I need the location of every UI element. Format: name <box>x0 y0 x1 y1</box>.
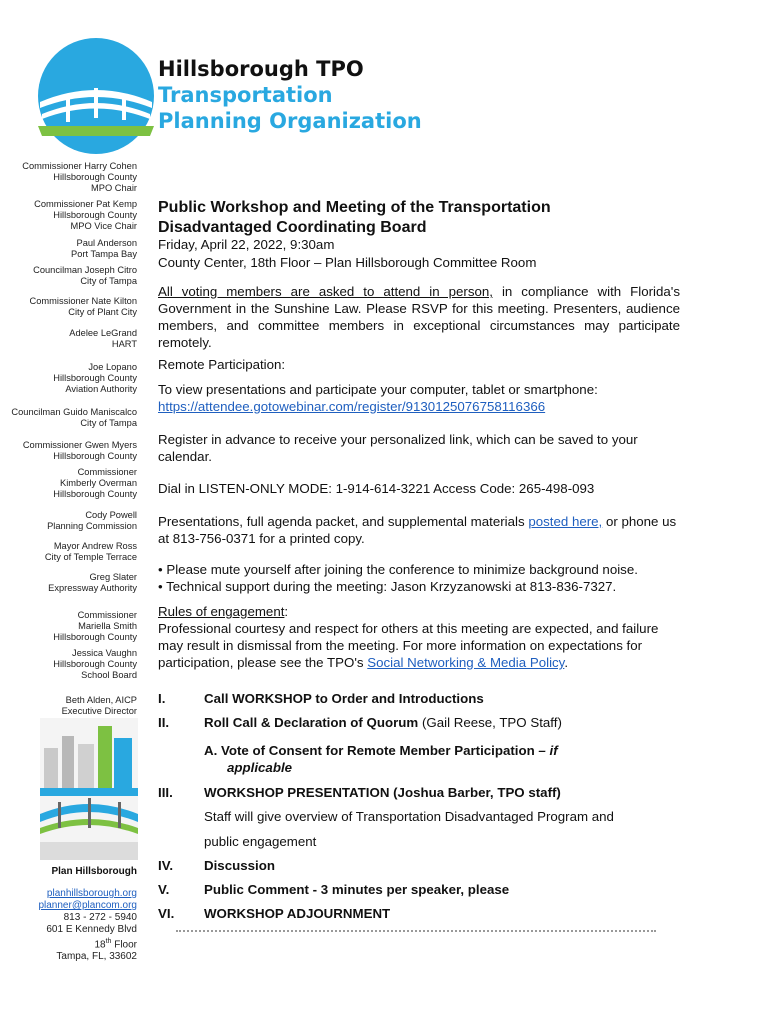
member-name: Joe Lopano <box>88 362 137 372</box>
member-detail: Port Tampa Bay <box>71 249 137 259</box>
member-entry <box>48 572 137 594</box>
member-name: Councilman Joseph Citro <box>33 265 137 275</box>
member-entry <box>22 161 137 194</box>
city-skyline-icon <box>40 718 138 860</box>
member-name: Commissioner Pat Kemp <box>34 199 137 209</box>
member-entry <box>71 238 137 260</box>
social-media-policy-link[interactable]: Social Networking & Media Policy <box>367 655 565 670</box>
member-entry <box>30 296 137 318</box>
contact-block <box>38 866 137 963</box>
webinar-link[interactable]: https://attendee.gotowebinar.com/register/9130125076758116366 <box>158 399 546 414</box>
email-link[interactable]: planner@plancom.org <box>38 900 137 911</box>
support-bullet: • Technical support during the meeting: Jason Krzyzanowski at 813-836-7327. <box>158 579 617 594</box>
address-line: 601 E Kennedy Blvd <box>46 924 137 935</box>
meeting-title: Public Workshop and Meeting of the Transportation Disadvantaged Coordinating Board <box>158 199 551 236</box>
dial-in-text: Dial in LISTEN-ONLY MODE: 1-914-614-3221 Access Code: 265-498-093 <box>158 481 595 496</box>
agenda-number: VI. <box>158 906 175 921</box>
member-detail: Hillsborough County <box>53 210 137 220</box>
mute-bullet: • Please mute yourself after joining the conference to minimize background noise. <box>158 562 638 577</box>
member-detail: Planning Commission <box>47 521 137 531</box>
member-name: Commissioner Nate Kilton <box>29 296 137 306</box>
agenda-number: II. <box>158 715 170 730</box>
member-entry <box>53 648 137 681</box>
member-name: Commissioner <box>77 467 137 477</box>
agenda-item-workshop-presentation: WORKSHOP PRESENTATION (Joshua Barber, TPO staff) <box>204 785 561 800</box>
member-entry <box>34 199 137 232</box>
posted-here-link[interactable]: posted here, <box>528 514 603 529</box>
member-entry <box>11 407 137 429</box>
member-detail: Hillsborough County <box>53 632 137 642</box>
member-detail: HART <box>111 339 137 349</box>
member-entry <box>33 265 137 287</box>
member-entry <box>69 328 137 350</box>
rules-section: Rules of engagement: Professional courtesy and respect for others at this meeting are expected, and failure may result in dismissal from the meeting. For more information on expectations for participation, please see the TPO's Social Networking & Media Policy. <box>158 604 659 670</box>
member-entry <box>53 362 137 395</box>
member-detail: Kimberly Overman <box>60 478 137 488</box>
member-entry <box>45 541 137 563</box>
brand-name: Hillsborough TPO <box>158 57 364 81</box>
website-link[interactable]: planhillsborough.org <box>46 888 137 899</box>
agenda-number: I. <box>158 691 166 706</box>
member-detail: Hillsborough County <box>53 489 137 499</box>
member-detail: Expressway Authority <box>48 583 137 593</box>
member-detail: City of Temple Terrace <box>44 552 137 562</box>
member-detail: Hillsborough County <box>53 172 137 182</box>
member-name: Mayor Andrew Ross <box>53 541 137 551</box>
member-name: Greg Slater <box>89 572 137 582</box>
member-detail: Executive Director <box>61 706 137 716</box>
member-name: Beth Alden, AICP <box>65 695 137 705</box>
member-entry <box>23 440 137 462</box>
agenda-number: IV. <box>158 858 174 873</box>
agenda-item-public-comment: Public Comment - 3 minutes per speaker, please <box>204 882 510 897</box>
member-detail: City of Plant City <box>68 307 137 317</box>
remote-heading: Remote Participation: <box>158 357 286 372</box>
member-detail: City of Tampa <box>80 418 137 428</box>
member-detail: Mariella Smith <box>78 621 137 631</box>
member-detail: MPO Chair <box>91 183 137 193</box>
member-name: Paul Anderson <box>76 238 137 248</box>
view-instructions: To view presentations and participate your computer, tablet or smartphone: https://attendee.gotowebinar.com/register/9130125076758116366 <box>158 382 598 414</box>
member-entry <box>47 510 137 532</box>
member-name: Commissioner <box>77 610 137 620</box>
agenda-number: III. <box>158 785 173 800</box>
meeting-date: Friday, April 22, 2022, 9:30am <box>158 237 335 252</box>
member-detail: City of Tampa <box>80 276 137 286</box>
presentation-description: Staff will give overview of Transportation Disadvantaged Program and <box>204 809 614 824</box>
member-name: Cody Powell <box>85 510 137 520</box>
materials-text: Presentations, full agenda packet, and supplemental materials posted here, or phone us at 813-756-0371 for a printed copy. <box>158 514 677 546</box>
member-detail: Aviation Authority <box>65 384 137 394</box>
tpo-logo-icon <box>36 36 156 156</box>
attendance-notice: All voting members are asked to attend in person, in compliance with Florida's Government in the Sunshine Law. Please RSVP for this meeting. Presenters, audience members, and committee members in exceptional circumstances may participate remotely. <box>158 284 680 350</box>
agenda-number: V. <box>158 882 170 897</box>
member-detail: Hillsborough County <box>53 451 137 461</box>
brand-subtitle-1: Transportation <box>158 83 333 107</box>
member-detail: Hillsborough County <box>53 373 137 383</box>
agenda-item-roll-call: Roll Call & Declaration of Quorum (Gail Reese, TPO Staff) <box>204 715 562 730</box>
brand-subtitle-2: Planning Organization <box>158 109 422 133</box>
agenda-subitem-vote-of-consent: A. Vote of Consent for Remote Member Participation – if <box>204 743 558 758</box>
phone-number: 813 - 272 - 5940 <box>63 912 137 923</box>
agenda-item-discussion: Discussion <box>204 858 275 873</box>
agenda-subitem-applicable: applicable <box>227 760 293 775</box>
address-line: Tampa, FL, 33602 <box>56 951 137 963</box>
member-name: Commissioner Gwen Myers <box>22 440 137 450</box>
rules-heading: Rules of engagement <box>158 604 285 619</box>
member-entry <box>53 467 137 500</box>
member-detail: School Board <box>81 670 137 680</box>
agenda-item-adjournment: WORKSHOP ADJOURNMENT <box>204 906 391 921</box>
member-detail: Hillsborough County <box>53 659 137 669</box>
member-name: Jessica Vaughn <box>72 648 137 658</box>
member-entry <box>53 610 137 643</box>
member-entry <box>62 695 137 717</box>
register-text: Register in advance to receive your personalized link, which can be saved to your calendar. <box>158 432 638 464</box>
member-name: Councilman Guido Maniscalco <box>11 407 137 417</box>
presentation-description: public engagement <box>204 834 317 849</box>
member-detail: MPO Vice Chair <box>70 221 137 231</box>
member-name: Commissioner Harry Cohen <box>22 161 137 171</box>
member-name: Adelee LeGrand <box>69 328 137 338</box>
dotted-divider <box>176 930 656 938</box>
org-name: Plan Hillsborough <box>51 866 137 877</box>
agenda-item-call-to-order: Call WORKSHOP to Order and Introductions <box>204 691 484 706</box>
meeting-location: County Center, 18th Floor – Plan Hillsborough Committee Room <box>158 255 537 270</box>
address-line: 18th Floor <box>94 938 137 951</box>
